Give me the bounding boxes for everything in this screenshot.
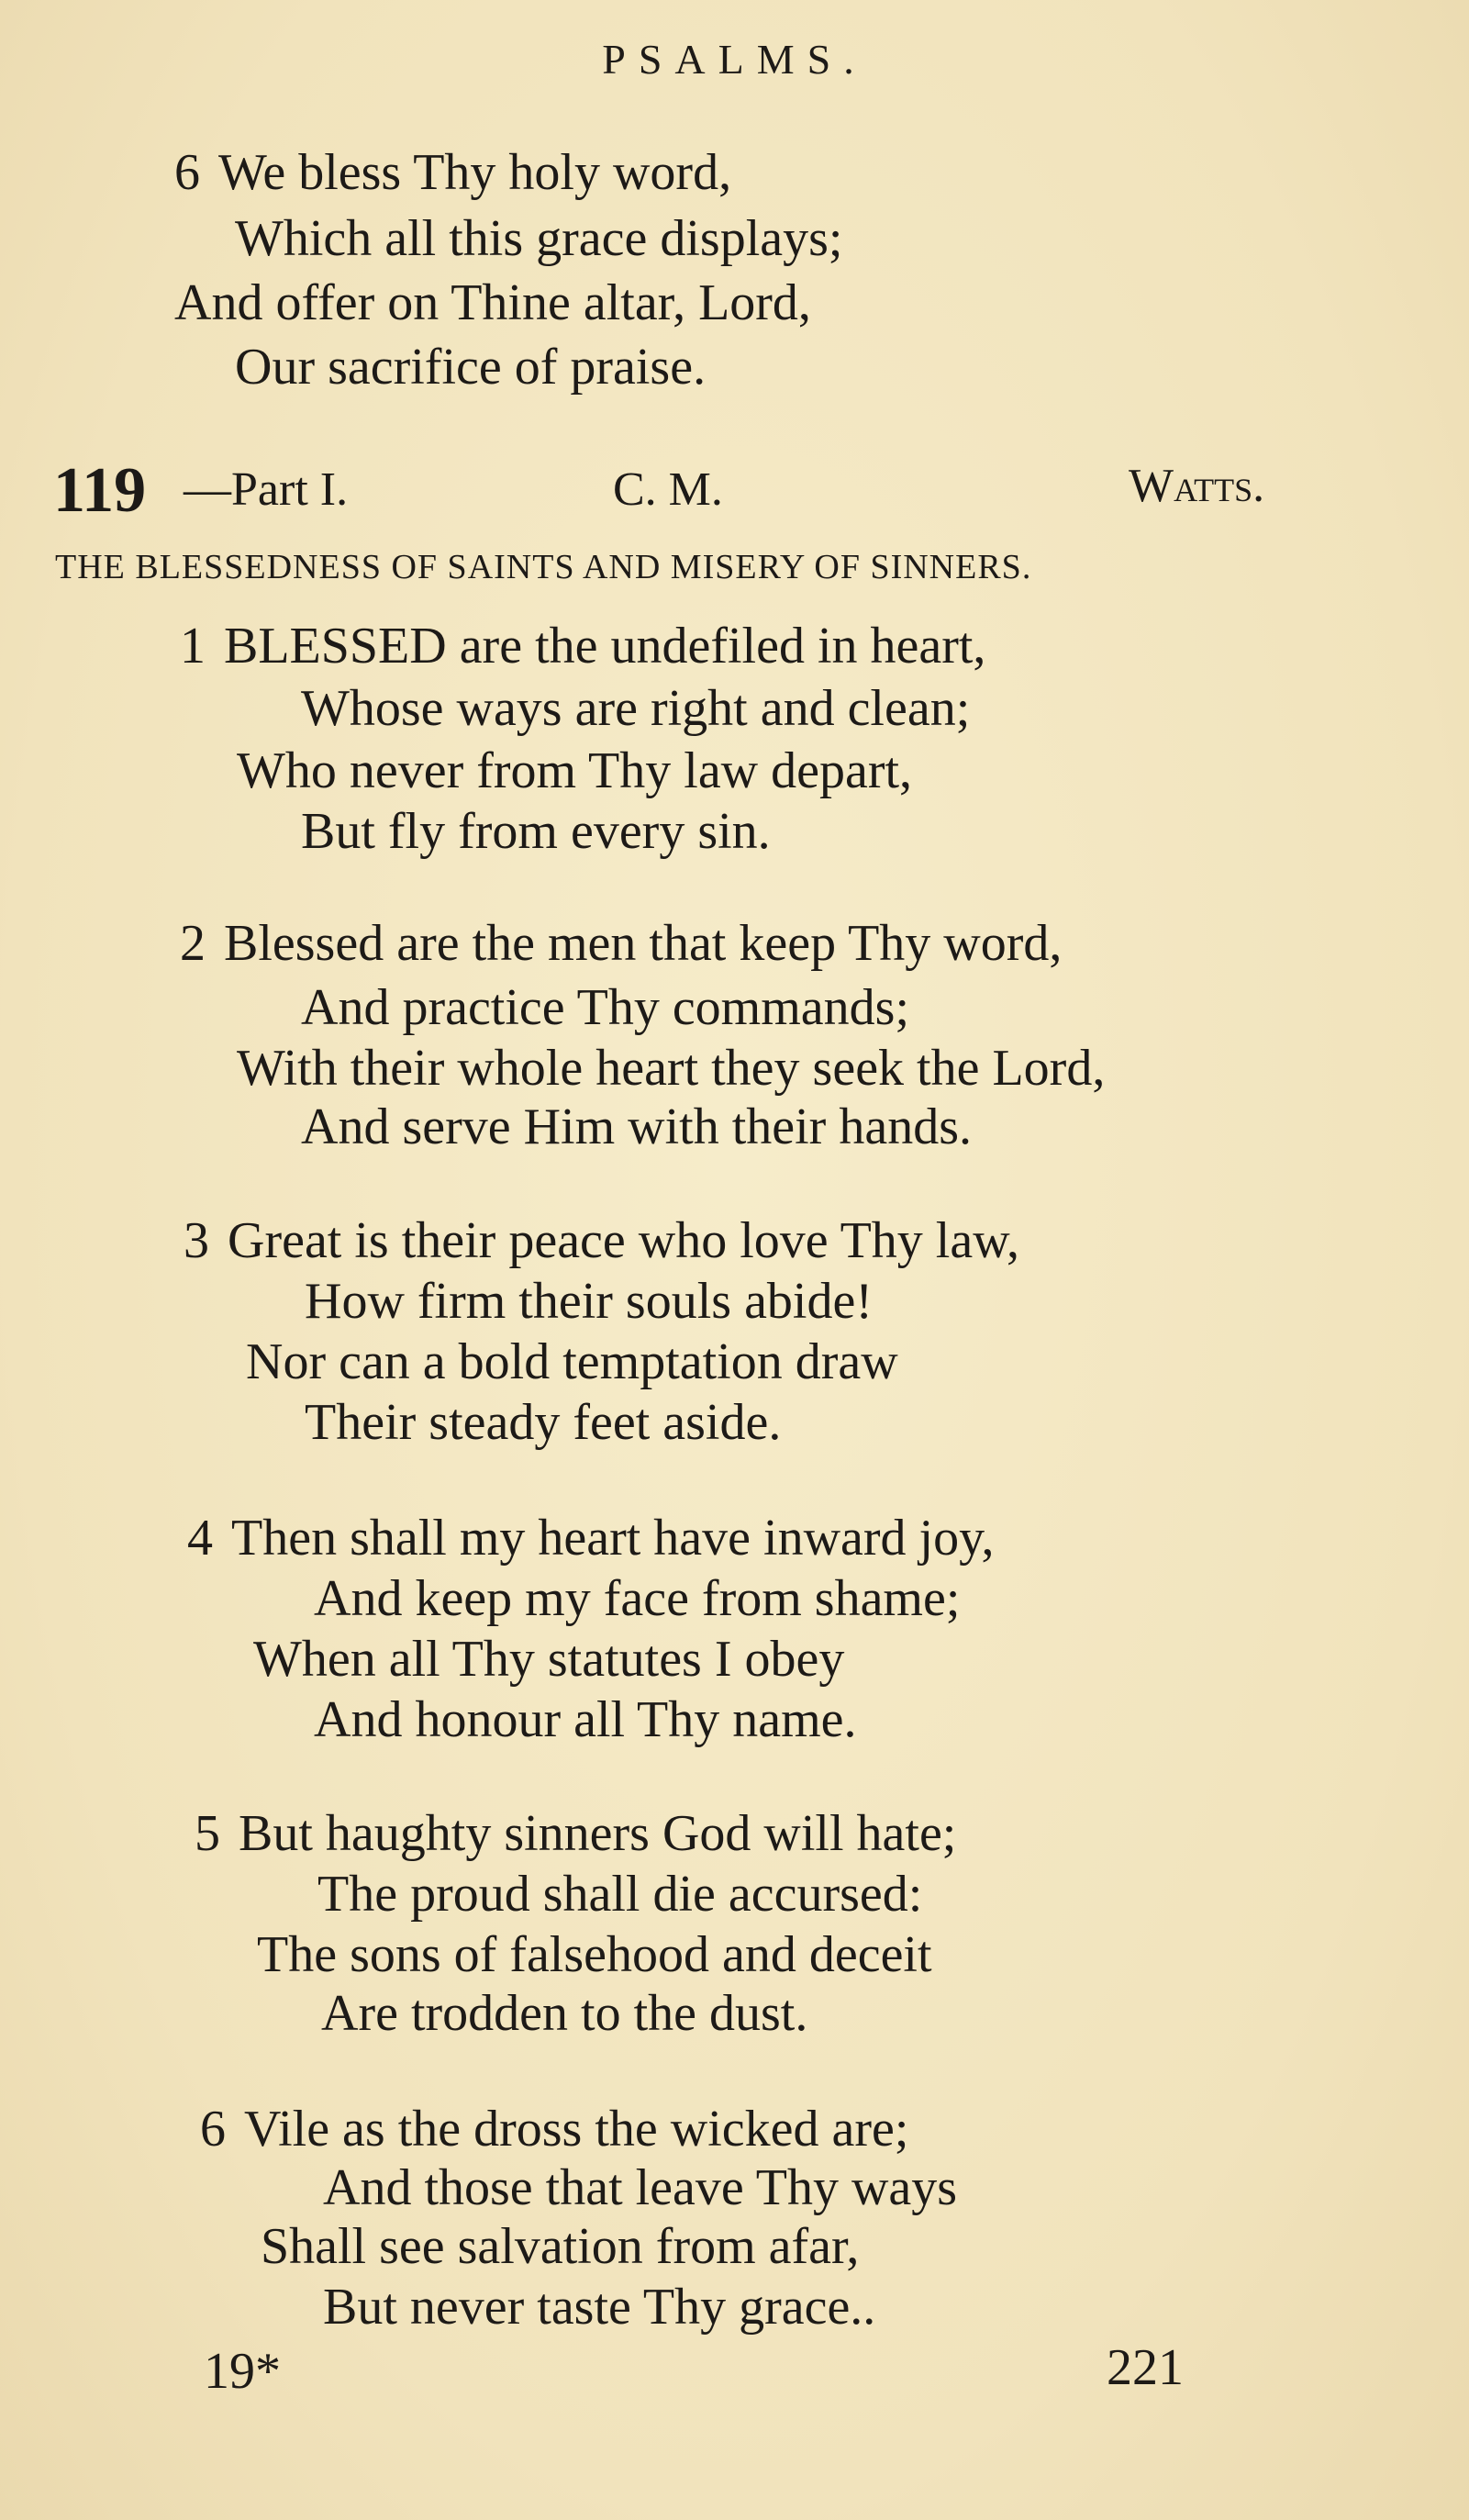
prev-stanza-line-1: 6 We bless Thy holy word, [174, 144, 732, 201]
stanza-3-line-1: 3 Great is their peace who love Thy law, [184, 1212, 1020, 1269]
stanza-4-line-3: When all Thy statutes I obey [253, 1631, 845, 1688]
signature-mark: 19* [204, 2343, 281, 2400]
hymn-number: 119 [53, 455, 147, 526]
prev-stanza-line-2: Which all this grace displays; [235, 210, 843, 267]
running-head: PSALMS. [602, 36, 867, 83]
stanza-1-line-2: Whose ways are right and clean; [301, 680, 971, 737]
hymn-author: Watts. [1129, 460, 1265, 512]
stanza-3-line-2: How firm their souls abide! [305, 1273, 873, 1330]
stanza-4-line-1: 4 Then shall my heart have inward joy, [187, 1510, 995, 1567]
stanza-5-line-2: The proud shall die accursed: [317, 1866, 923, 1923]
stanza-2-line-1: 2 Blessed are the men that keep Thy word, [180, 915, 1063, 972]
stanza-1-line-1: 1 BLESSED are the undefiled in heart, [180, 618, 986, 675]
stanza-4-line-2: And keep my face from shame; [314, 1570, 961, 1627]
stanza-number: 6 [200, 2101, 226, 2158]
hymn-part: —Part I. [184, 463, 349, 516]
stanza-number: 4 [187, 1510, 213, 1567]
stanza-number: 6 [174, 144, 200, 201]
prev-stanza-line-4: Our sacrifice of praise. [235, 339, 707, 396]
stanza-6-line-4: But never taste Thy grace.. [323, 2279, 876, 2336]
stanza-1-line-3: Who never from Thy law depart, [237, 742, 913, 799]
stanza-2-line-4: And serve Him with their hands. [301, 1098, 972, 1155]
stanza-number: 2 [180, 915, 206, 972]
stanza-number: 3 [184, 1212, 209, 1269]
stanza-3-line-3: Nor can a bold temptation draw [246, 1333, 898, 1390]
stanza-number: 1 [180, 618, 206, 675]
page-number: 221 [1107, 2339, 1184, 2396]
stanza-5-line-1: 5 But haughty sinners God will hate; [195, 1805, 957, 1862]
stanza-5-line-3: The sons of falsehood and deceit [257, 1926, 932, 1983]
prev-stanza-line-3: And offer on Thine altar, Lord, [174, 274, 811, 331]
hymn-meter: C. M. [613, 463, 723, 516]
stanza-number: 5 [195, 1805, 220, 1862]
stanza-1-line-4: But fly from every sin. [301, 803, 771, 860]
stanza-5-line-4: Are trodden to the dust. [321, 1985, 808, 2042]
hymn-subtitle: THE BLESSEDNESS OF SAINTS AND MISERY OF SINNERS. [55, 548, 1032, 586]
stanza-6-line-2: And those that leave Thy ways [323, 2159, 958, 2216]
stanza-6-line-3: Shall see salvation from afar, [261, 2218, 860, 2275]
stanza-2-line-3: With their whole heart they seek the Lord, [237, 1040, 1106, 1097]
stanza-4-line-4: And honour all Thy name. [314, 1691, 857, 1748]
stanza-2-line-2: And practice Thy commands; [301, 979, 910, 1036]
stanza-3-line-4: Their steady feet aside. [305, 1394, 782, 1451]
stanza-6-line-1: 6 Vile as the dross the wicked are; [200, 2101, 909, 2158]
